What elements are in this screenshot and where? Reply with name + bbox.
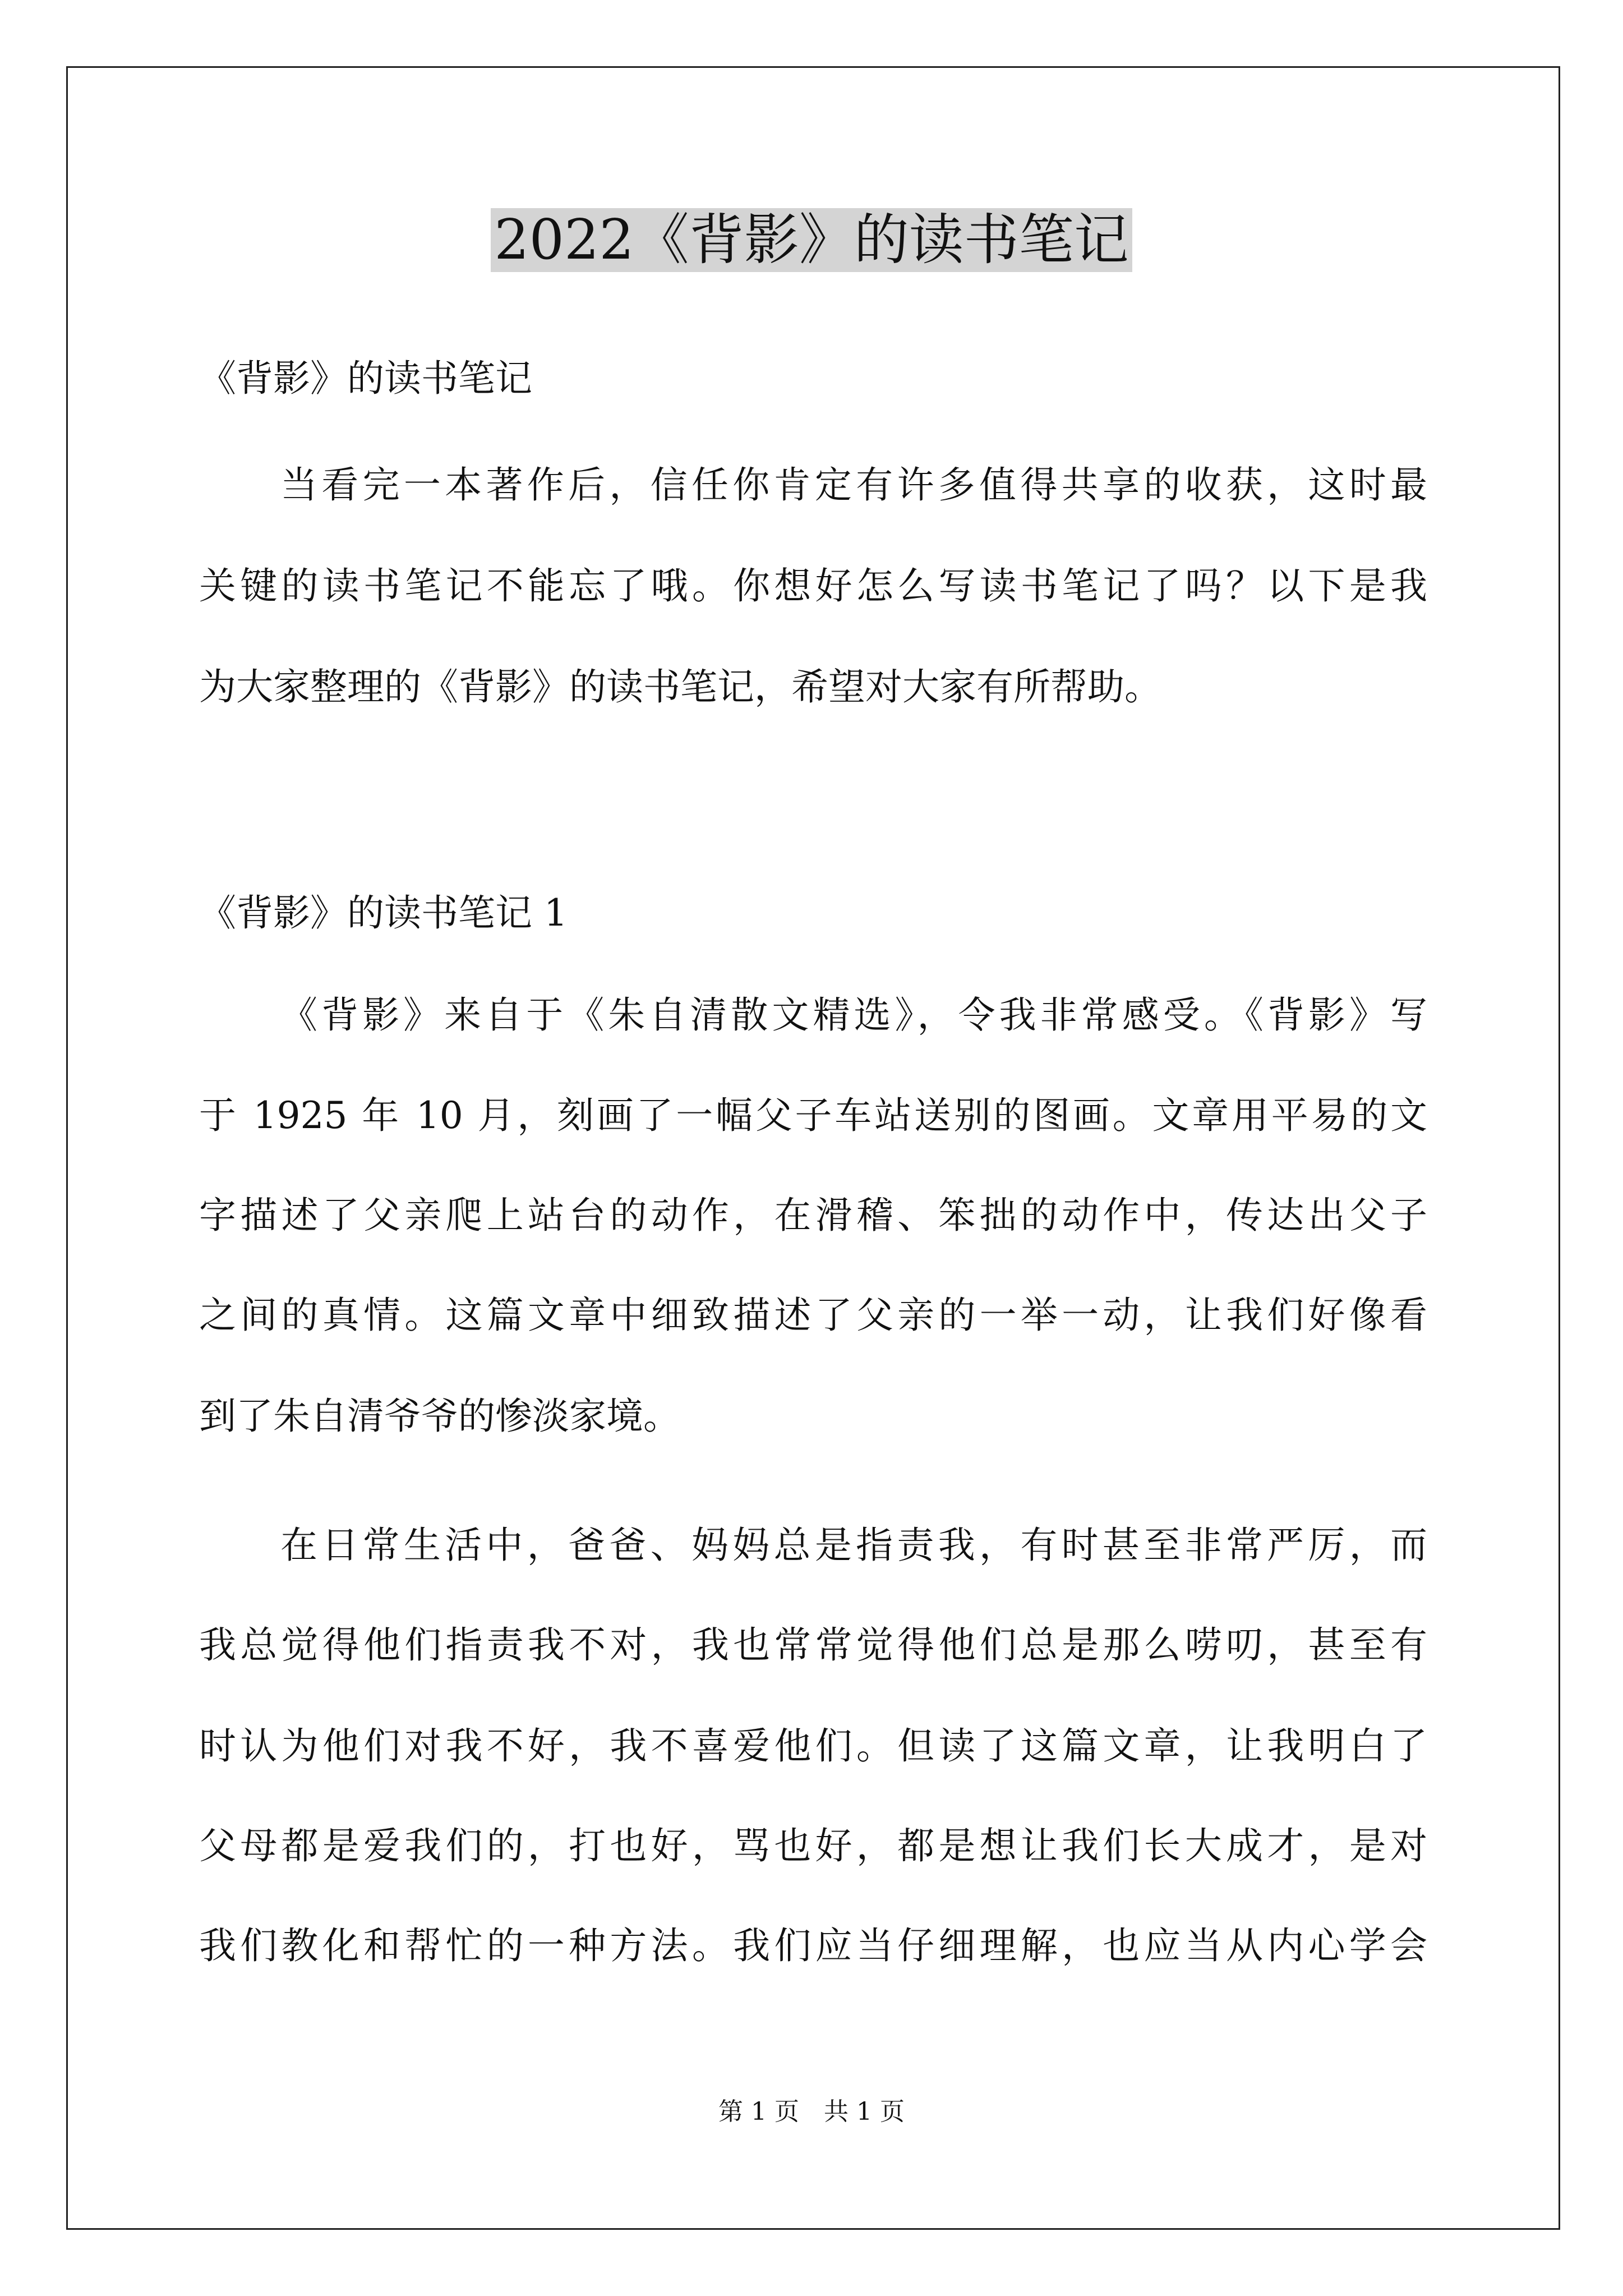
paragraph-line: 时认为他们对我不好，我不喜爱他们。但读了这篇文章，让我明白了	[199, 1724, 1427, 1768]
paragraph-line: 到了朱自清爷爷的惨淡家境。	[199, 1395, 680, 1438]
intro-line: 关键的读书笔记不能忘了哦。你想好怎么写读书笔记了吗？以下是我	[199, 564, 1427, 608]
paragraph-line: 在日常生活中，爸爸、妈妈总是指责我，有时甚至非常严厉，而	[280, 1524, 1427, 1567]
intro-line: 为大家整理的《背影》的读书笔记，希望对大家有所帮助。	[199, 665, 1161, 708]
page-footer: 第 1 页 共 1 页	[718, 2097, 905, 2126]
paragraph-line: 字描述了父亲爬上站台的动作，在滑稽、笨拙的动作中，传达出父子	[199, 1194, 1427, 1237]
intro-line: 当看完一本著作后，信任你肯定有许多值得共享的收获，这时最	[280, 463, 1427, 507]
paragraph-line: 父母都是爱我们的，打也好，骂也好，都是想让我们长大成才，是对	[199, 1824, 1427, 1867]
paragraph-line: 《背影》来自于《朱自清散文精选》，令我非常感受。《背影》写	[280, 993, 1427, 1037]
document-title	[0, 206, 1623, 274]
section-heading: 《背影》的读书笔记 1	[199, 891, 568, 935]
subtitle: 《背影》的读书笔记	[199, 357, 532, 400]
document-title-text: 2022《背影》的读书笔记	[491, 208, 1132, 272]
paragraph-line: 于 1925 年 10 月，刻画了一幅父子车站送别的图画。文章用平易的文	[199, 1094, 1427, 1137]
paragraph-line: 我们教化和帮忙的一种方法。我们应当仔细理解，也应当从内心学会	[199, 1924, 1427, 1967]
paragraph-line: 之间的真情。这篇文章中细致描述了父亲的一举一动，让我们好像看	[199, 1294, 1427, 1337]
paragraph-line: 我总觉得他们指责我不对，我也常常觉得他们总是那么唠叨，甚至有	[199, 1623, 1427, 1667]
